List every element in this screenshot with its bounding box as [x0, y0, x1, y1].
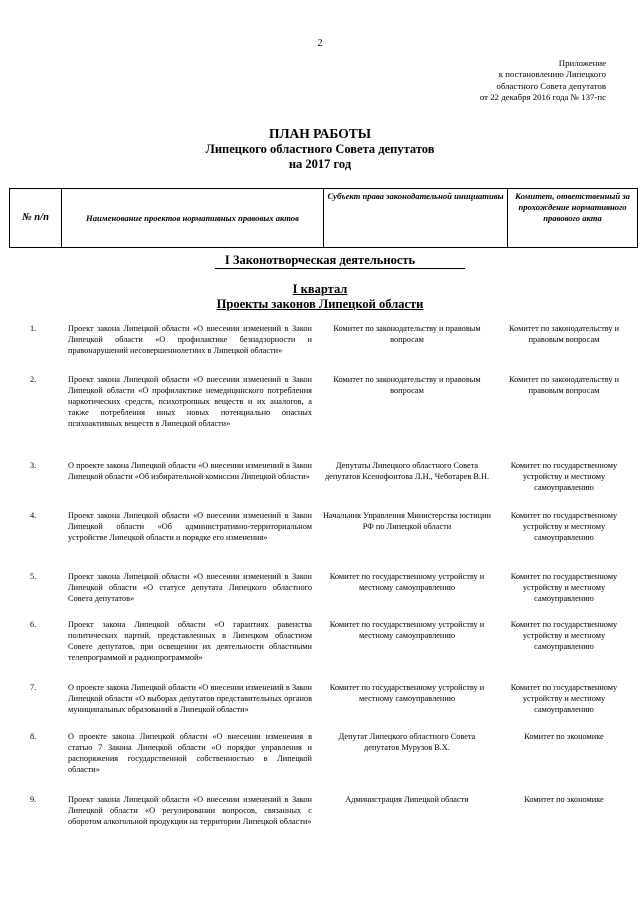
row-act-name: Проект закона Липецкой области «О внесении изменений в Закон Липецкой области «О статусе депутата Липецкого областного Совета депутатов»: [68, 572, 312, 604]
row-subject: Депутаты Липецкого областного Совета депутатов Ксенофонтова Л.Н., Чеботарев В.Н.: [324, 461, 490, 482]
row-subject: Комитет по законодательству и правовым вопросам: [333, 324, 481, 345]
row-subject: Администрация Липецкой области: [345, 795, 469, 804]
row-act-name: О проекте закона Липецкой области «О внесении изменения в статью 7 Закона Липецкой области «О порядке управления и распоряжения государственной собственностью в Липецкой области»: [68, 732, 312, 775]
row-number: 9.: [30, 795, 37, 804]
appendix-line: Приложение: [558, 58, 606, 68]
row-act-name: О проекте закона Липецкой области «О внесении изменений в Закон Липецкой области «Об избирательной комиссии Липецкой области»: [68, 461, 312, 482]
row-subject: Депутат Липецкого областного Совета депутатов Мурузов В.Х.: [338, 732, 476, 753]
page-number: 2: [317, 38, 323, 49]
row-subject: Комитет по законодательству и правовым вопросам: [333, 375, 481, 396]
appendix-line: областного Совета депутатов: [496, 80, 606, 91]
row-committee: Комитет по государственному устройству и местному самоуправлению: [510, 511, 618, 543]
row-act-name: О проекте закона Липецкой области «О внесении изменений в Закон Липецкой области «О выборах депутатов представительных органов муниципальных образований в Липецкой области»: [68, 683, 312, 715]
row-act-name: Проект закона Липецкой области «О гарантиях равенства политических партий, представленных в Липецком областном Совете депутатов, при освещении их деятельности областными телепрограммой и радиопрограммой»: [68, 620, 312, 663]
row-number: 8.: [30, 732, 37, 741]
appendix-line: от 22 декабря 2016 года № 137-пс: [479, 91, 606, 102]
row-number: 5.: [30, 572, 37, 581]
row-number: 3.: [30, 461, 37, 470]
quarter-title: I квартал: [292, 282, 348, 296]
row-subject: Комитет по государственному устройству и местному самоуправлению: [329, 572, 485, 593]
row-subject: Комитет по государственному устройству и местному самоуправлению: [329, 683, 485, 704]
row-number: 1.: [30, 324, 37, 333]
header-act-name: Наименование проектов нормативных правовых актов: [62, 189, 324, 248]
header-responsible-committee: Комитет, ответственный за прохождение нормативного правового акта: [508, 189, 638, 248]
row-subject: Комитет по государственному устройству и местному самоуправлению: [329, 620, 485, 641]
row-committee: Комитет по государственному устройству и местному самоуправлению: [510, 620, 618, 652]
row-number: 7.: [30, 683, 37, 692]
title-line-1: ПЛАН РАБОТЫ: [268, 126, 372, 141]
appendix-note: [416, 58, 606, 103]
plan-table-header: [9, 188, 638, 248]
row-committee: Комитет по законодательству и правовым вопросам: [508, 375, 620, 396]
subsection-title: Проекты законов Липецкой области: [216, 297, 424, 311]
header-initiative-subject: Субъект права законодательной инициативы: [324, 189, 508, 248]
row-committee: Комитет по государственному устройству и местному самоуправлению: [510, 572, 618, 604]
row-number: 2.: [30, 375, 37, 384]
row-act-name: Проект закона Липецкой области «О внесении изменений в Закон Липецкой области «О профилактике безнадзорности и правонарушений несовершеннолетних в Липецкой области»: [68, 324, 312, 356]
row-committee: Комитет по государственному устройству и местному самоуправлению: [510, 683, 618, 715]
row-committee: Комитет по законодательству и правовым вопросам: [508, 324, 620, 345]
row-subject: Начальник Управления Министерства юстиции РФ по Липецкой области: [323, 511, 491, 532]
title-line-3: на 2017 год: [288, 157, 352, 171]
header-number: № п/п: [10, 189, 62, 248]
document-title: [0, 126, 640, 172]
appendix-line: к постановлению Липецкого: [498, 69, 606, 80]
section-title: I Законотворческая деятельность: [224, 253, 416, 267]
row-number: 4.: [30, 511, 37, 520]
row-committee: Комитет по экономике: [524, 795, 604, 804]
row-number: 6.: [30, 620, 37, 629]
row-act-name: Проект закона Липецкой области «О внесении изменений в Закон Липецкой области «О профилактике немедицинского потребления наркотических средств, психотропных веществ и их аналогов, а также потребления иных новых потенциально опасных психоактивных веществ в Липецкой области»: [68, 375, 312, 429]
title-line-2: Липецкого областного Совета депутатов: [205, 142, 435, 156]
row-committee: Комитет по экономике: [524, 732, 604, 741]
section-underline: [215, 268, 465, 269]
row-act-name: Проект закона Липецкой области «О внесении изменений в Закон Липецкой области «О регулировании вопросов, связанных с оборотом алкогольной продукции на территории Липецкой области»: [68, 795, 312, 827]
row-act-name: Проект закона Липецкой области «О внесении изменений в Закон Липецкой области «Об административно-территориальном устройстве Липецкой области и порядке его изменения»: [68, 511, 312, 543]
row-committee: Комитет по государственному устройству и местному самоуправлению: [510, 461, 618, 493]
